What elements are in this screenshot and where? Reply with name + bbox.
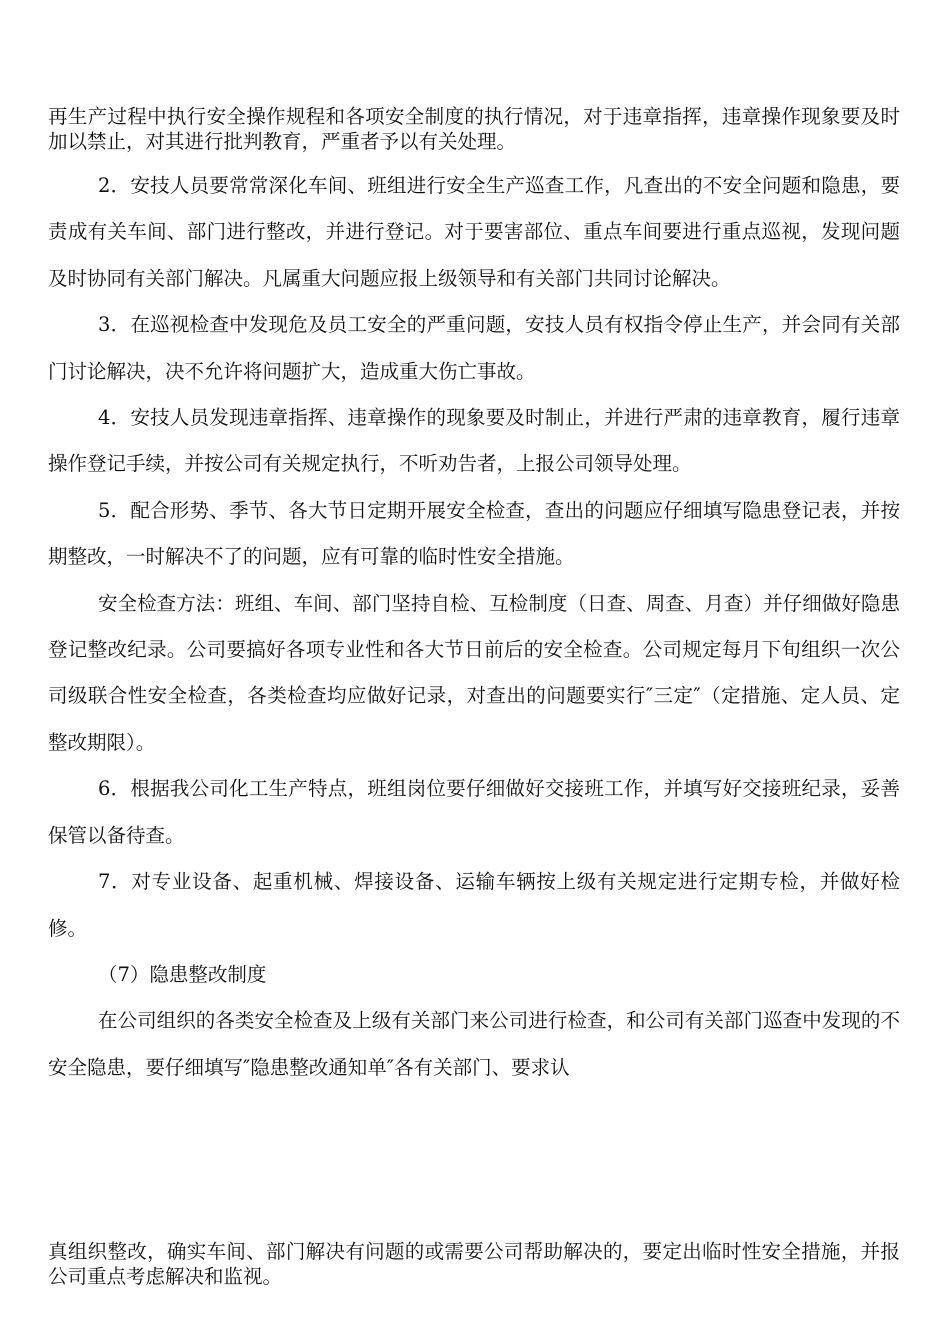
paragraph-inspection-method: 安全检查方法：班组、车间、部门坚持自检、互检制度（日查、周查、月查）并仔细做好隐患登记整改纪录。公司要搞好各项专业性和各大节日前后的安全检查。公司规定每月下旬组织一次公司级联合性安全检查，各类检查均应做好记录，对查出的问题要实行″三定″（定措施、定人员、定整改期限）。: [48, 591, 900, 754]
paragraph-item-5: 5．配合形势、季节、各大节日定期开展安全检查，查出的问题应仔细填写隐患登记表，并按期整改，一时解决不了的问题，应有可靠的临时性安全措施。: [48, 498, 900, 569]
paragraph-item-7: 7．对专业设备、起重机械、焊接设备、运输车辆按上级有关规定进行定期专检，并做好检修。: [48, 870, 900, 940]
paragraph-item-6: 6．根据我公司化工生产特点，班组岗位要仔细做好交接班工作，并填写好交接班纪录，妥善保管以备待查。: [48, 777, 900, 847]
paragraph-item-2: 2．安技人员要常常深化车间、班组进行安全生产巡查工作，凡查出的不安全问题和隐患，要责成有关车间、部门进行整改，并进行登记。对于要害部位、重点车间要进行重点巡视，发现问题及时协同有关部门解决。凡属重大问题应报上级领导和有关部门共同讨论解决。: [48, 174, 900, 290]
paragraph-item-4: 4．安技人员发现违章指挥、违章操作的现象要及时制止，并进行严肃的违章教育，履行违章操作登记手续，并按公司有关规定执行，不听劝告者，上报公司领导处理。: [48, 406, 900, 476]
paragraph-item-3: 3．在巡视检查中发现危及员工安全的严重问题，安技人员有权指令停止生产，并会同有关部门讨论解决，决不允许将问题扩大，造成重大伤亡事故。: [48, 313, 900, 383]
paragraph-hazard-rectification: 在公司组织的各类安全检查及上级有关部门来公司进行检查，和公司有关部门巡查中发现的不安全隐患，要仔细填写″隐患整改通知单″各有关部门、要求认: [48, 1009, 900, 1079]
continued-paragraph-top: 再生产过程中执行安全操作规程和各项安全制度的执行情况，对于违章指挥，违章操作现象要及时加以禁止，对其进行批判教育，严重者予以有关处理。: [48, 105, 900, 153]
main-text-block: [48, 163, 900, 1091]
continued-paragraph-bottom: 真组织整改，确实车间、部门解决有问题的或需要公司帮助解决的，要定出临时性安全措施，并报公司重点考虑解决和监视。: [48, 1240, 900, 1288]
section-heading-hazard-rectification: （7）隐患整改制度: [98, 962, 267, 986]
